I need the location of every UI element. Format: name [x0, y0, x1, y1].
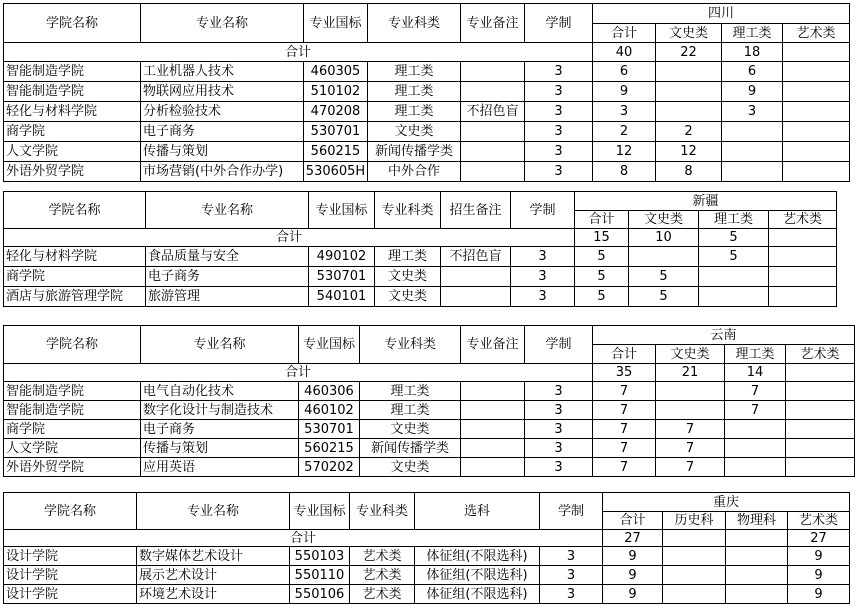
table-cell [783, 122, 850, 142]
table-cell: 7 [593, 458, 656, 477]
region-header: 重庆 [603, 493, 850, 512]
table-cell [722, 162, 783, 182]
table-cell: 3 [525, 122, 593, 142]
table-cell [786, 458, 855, 477]
table-cell: 酒店与旅游管理学院 [4, 287, 146, 307]
chongqing-enrollment-table [3, 492, 850, 604]
column-header: 招生备注 [441, 192, 511, 229]
table-cell: 12 [656, 142, 722, 162]
total-cell [769, 229, 837, 247]
table-cell: 510102 [304, 82, 368, 102]
table-row [4, 287, 837, 307]
total-label: 合计 [4, 43, 593, 62]
table-cell: 轻化与材料学院 [4, 247, 146, 267]
table-cell [725, 439, 786, 458]
table-cell [769, 267, 837, 287]
table-cell: 7 [656, 439, 725, 458]
table-cell: 商学院 [4, 420, 141, 439]
table-cell [783, 62, 850, 82]
table-cell [769, 247, 837, 267]
table-cell: 智能制造学院 [4, 82, 141, 102]
table-cell: 体征组(不限选科) [415, 585, 540, 604]
total-cell: 22 [656, 43, 722, 62]
table-cell: 轻化与材料学院 [4, 102, 141, 122]
table-cell: 人文学院 [4, 439, 141, 458]
table-cell [783, 82, 850, 102]
table-cell: 2 [656, 122, 722, 142]
table-row [4, 267, 837, 287]
table-cell: 12 [593, 142, 656, 162]
subcolumn-header: 理工类 [722, 24, 783, 43]
column-header: 学院名称 [4, 493, 137, 530]
table-cell: 不招色盲 [461, 102, 525, 122]
table-cell: 3 [525, 162, 593, 182]
sichuan-enrollment-table [3, 3, 850, 182]
table-cell [441, 267, 511, 287]
table-cell [783, 102, 850, 122]
table-cell: 7 [593, 401, 656, 420]
table-cell: 分析检验技术 [141, 102, 304, 122]
table-cell: 文史类 [368, 122, 461, 142]
total-row [4, 43, 850, 62]
table-cell: 9 [788, 547, 850, 566]
table-cell: 6 [722, 62, 783, 82]
table-cell: 9 [788, 585, 850, 604]
table-cell: 5 [699, 247, 769, 267]
xinjiang-enrollment-table [3, 191, 837, 307]
table-cell: 9 [788, 566, 850, 585]
table-cell: 460305 [304, 62, 368, 82]
table-cell [656, 102, 722, 122]
table-cell [461, 82, 525, 102]
table-cell: 530701 [304, 122, 368, 142]
column-header: 专业国标 [309, 192, 375, 229]
table-cell: 2 [593, 122, 656, 142]
table-cell: 数字媒体艺术设计 [137, 547, 290, 566]
table-cell: 3 [511, 267, 575, 287]
table-cell: 9 [593, 82, 656, 102]
header-row [4, 4, 850, 24]
table-cell [656, 401, 725, 420]
table-cell: 470208 [304, 102, 368, 122]
table-cell [461, 162, 525, 182]
total-row [4, 530, 850, 547]
table-cell: 电气自动化技术 [141, 382, 299, 401]
table-cell: 3 [525, 62, 593, 82]
table-cell: 560215 [299, 439, 360, 458]
table-row [4, 585, 850, 604]
table-cell: 7 [593, 439, 656, 458]
table-cell: 460102 [299, 401, 360, 420]
table-cell: 应用英语 [141, 458, 299, 477]
table-cell: 体征组(不限选科) [415, 566, 540, 585]
table-cell: 7 [656, 420, 725, 439]
table-cell: 传播与策划 [141, 439, 299, 458]
table-cell [461, 401, 525, 420]
table-cell: 文史类 [375, 287, 441, 307]
table-cell: 设计学院 [4, 585, 137, 604]
table-cell [629, 247, 699, 267]
table-cell: 9 [603, 547, 663, 566]
table-cell: 新闻传播学类 [360, 439, 461, 458]
table-cell [461, 458, 525, 477]
table-cell: 理工类 [368, 82, 461, 102]
column-header: 专业名称 [146, 192, 309, 229]
table-cell [725, 458, 786, 477]
table-cell: 外语外贸学院 [4, 162, 141, 182]
total-row [4, 364, 855, 382]
enrollment-table [3, 325, 855, 477]
table-cell [461, 122, 525, 142]
table-cell: 9 [603, 566, 663, 585]
table-cell: 3 [525, 382, 593, 401]
table-cell: 3 [593, 102, 656, 122]
table-cell: 3 [525, 102, 593, 122]
region-header: 云南 [593, 326, 855, 345]
table-cell [786, 420, 855, 439]
table-cell [699, 267, 769, 287]
table-cell: 3 [540, 566, 603, 585]
subcolumn-header: 理工类 [699, 211, 769, 229]
enrollment-table [3, 492, 850, 604]
table-cell [722, 142, 783, 162]
table-cell: 5 [575, 247, 629, 267]
table-cell: 不招色盲 [441, 247, 511, 267]
column-header: 专业科类 [350, 493, 415, 530]
table-row [4, 82, 850, 102]
table-row [4, 401, 855, 420]
total-label: 合计 [4, 530, 603, 547]
table-cell: 550106 [290, 585, 350, 604]
column-header: 专业科类 [375, 192, 441, 229]
table-cell: 设计学院 [4, 566, 137, 585]
total-label: 合计 [4, 229, 575, 247]
table-cell: 艺术类 [350, 585, 415, 604]
table-cell [461, 439, 525, 458]
table-cell: 560215 [304, 142, 368, 162]
table-row [4, 420, 855, 439]
total-cell [663, 530, 726, 547]
table-cell: 7 [593, 382, 656, 401]
table-cell: 3 [525, 458, 593, 477]
total-cell [783, 43, 850, 62]
table-cell: 文史类 [360, 458, 461, 477]
total-cell: 21 [656, 364, 725, 382]
total-cell [726, 530, 788, 547]
table-cell: 3 [511, 287, 575, 307]
table-cell [461, 142, 525, 162]
yunnan-enrollment-table [3, 325, 855, 477]
table-cell: 中外合作 [368, 162, 461, 182]
table-cell: 3 [540, 547, 603, 566]
table-cell [663, 547, 726, 566]
table-cell: 5 [629, 267, 699, 287]
subcolumn-header: 合计 [593, 345, 656, 364]
table-cell: 新闻传播学类 [368, 142, 461, 162]
column-header: 学院名称 [4, 326, 141, 364]
table-cell [783, 162, 850, 182]
enrollment-table [3, 3, 850, 182]
subcolumn-header: 文史类 [656, 345, 725, 364]
table-cell: 设计学院 [4, 547, 137, 566]
table-cell: 智能制造学院 [4, 382, 141, 401]
total-cell: 10 [629, 229, 699, 247]
table-cell: 传播与策划 [141, 142, 304, 162]
table-cell [656, 82, 722, 102]
total-cell: 27 [788, 530, 850, 547]
column-header: 专业国标 [304, 4, 368, 43]
table-cell: 460306 [299, 382, 360, 401]
column-header: 专业名称 [141, 4, 304, 43]
enrollment-table [3, 191, 837, 307]
column-header: 专业国标 [290, 493, 350, 530]
table-row [4, 162, 850, 182]
table-cell: 570202 [299, 458, 360, 477]
table-cell [663, 585, 726, 604]
subcolumn-header: 艺术类 [769, 211, 837, 229]
table-cell: 理工类 [368, 62, 461, 82]
region-header: 新疆 [575, 192, 837, 211]
total-row [4, 229, 837, 247]
subcolumn-header: 理工类 [725, 345, 786, 364]
table-cell [656, 62, 722, 82]
subcolumn-header: 物理科 [726, 512, 788, 530]
table-cell [725, 420, 786, 439]
table-cell: 工业机器人技术 [141, 62, 304, 82]
table-row [4, 102, 850, 122]
table-row [4, 547, 850, 566]
table-cell: 数字化设计与制造技术 [141, 401, 299, 420]
total-cell: 14 [725, 364, 786, 382]
table-cell: 540101 [309, 287, 375, 307]
table-cell: 7 [725, 401, 786, 420]
table-cell: 物联网应用技术 [141, 82, 304, 102]
table-cell [461, 420, 525, 439]
column-header: 专业科类 [368, 4, 461, 43]
header-row [4, 326, 855, 345]
total-cell: 40 [593, 43, 656, 62]
table-cell [461, 62, 525, 82]
table-row [4, 122, 850, 142]
table-cell: 3 [525, 439, 593, 458]
table-row [4, 566, 850, 585]
table-cell: 文史类 [360, 420, 461, 439]
header-row [4, 192, 837, 211]
table-cell [769, 287, 837, 307]
column-header: 专业国标 [299, 326, 360, 364]
table-row [4, 62, 850, 82]
subcolumn-header: 艺术类 [783, 24, 850, 43]
table-row [4, 458, 855, 477]
table-cell: 5 [575, 287, 629, 307]
column-header: 选科 [415, 493, 540, 530]
table-cell [783, 142, 850, 162]
table-cell: 市场营销(中外合作办学) [141, 162, 304, 182]
subcolumn-header: 合计 [575, 211, 629, 229]
subcolumn-header: 文史类 [656, 24, 722, 43]
column-header: 专业名称 [141, 326, 299, 364]
total-cell: 27 [603, 530, 663, 547]
total-cell: 35 [593, 364, 656, 382]
subcolumn-header: 文史类 [629, 211, 699, 229]
total-label: 合计 [4, 364, 593, 382]
table-cell: 530701 [309, 267, 375, 287]
table-cell: 电子商务 [146, 267, 309, 287]
table-cell: 530605H [304, 162, 368, 182]
subcolumn-header: 艺术类 [786, 345, 855, 364]
header-row [4, 493, 850, 512]
table-cell: 7 [656, 458, 725, 477]
subcolumn-header: 合计 [593, 24, 656, 43]
table-cell: 体征组(不限选科) [415, 547, 540, 566]
table-cell: 电子商务 [141, 122, 304, 142]
column-header: 学制 [525, 4, 593, 43]
table-cell: 5 [629, 287, 699, 307]
table-row [4, 247, 837, 267]
column-header: 学制 [540, 493, 603, 530]
table-cell: 旅游管理 [146, 287, 309, 307]
subcolumn-header: 合计 [603, 512, 663, 530]
region-header: 四川 [593, 4, 850, 24]
table-cell: 文史类 [375, 267, 441, 287]
table-cell: 外语外贸学院 [4, 458, 141, 477]
table-cell [699, 287, 769, 307]
table-cell: 9 [603, 585, 663, 604]
table-cell [786, 401, 855, 420]
table-cell: 550103 [290, 547, 350, 566]
table-cell: 3 [525, 142, 593, 162]
table-cell [441, 287, 511, 307]
table-cell: 环境艺术设计 [137, 585, 290, 604]
table-cell: 3 [525, 82, 593, 102]
column-header: 学院名称 [4, 192, 146, 229]
table-cell [786, 382, 855, 401]
table-cell [461, 382, 525, 401]
table-cell: 展示艺术设计 [137, 566, 290, 585]
table-cell: 艺术类 [350, 547, 415, 566]
table-cell: 商学院 [4, 122, 141, 142]
table-cell [663, 566, 726, 585]
table-row [4, 382, 855, 401]
column-header: 学院名称 [4, 4, 141, 43]
table-cell: 电子商务 [141, 420, 299, 439]
table-cell: 3 [540, 585, 603, 604]
column-header: 专业科类 [360, 326, 461, 364]
column-header: 专业备注 [461, 326, 525, 364]
table-row [4, 439, 855, 458]
total-cell [786, 364, 855, 382]
table-cell [726, 585, 788, 604]
table-cell: 530701 [299, 420, 360, 439]
subcolumn-header: 艺术类 [788, 512, 850, 530]
table-cell: 理工类 [375, 247, 441, 267]
column-header: 学制 [511, 192, 575, 229]
table-cell: 3 [722, 102, 783, 122]
subcolumn-header: 历史科 [663, 512, 726, 530]
total-cell: 18 [722, 43, 783, 62]
table-cell: 食品质量与安全 [146, 247, 309, 267]
table-cell: 人文学院 [4, 142, 141, 162]
table-cell: 艺术类 [350, 566, 415, 585]
table-cell: 3 [511, 247, 575, 267]
table-cell: 7 [593, 420, 656, 439]
table-cell: 8 [656, 162, 722, 182]
total-cell: 5 [699, 229, 769, 247]
table-cell: 6 [593, 62, 656, 82]
table-cell: 9 [722, 82, 783, 102]
table-cell: 理工类 [360, 401, 461, 420]
total-cell: 15 [575, 229, 629, 247]
table-cell: 550110 [290, 566, 350, 585]
table-cell [722, 122, 783, 142]
table-cell [656, 382, 725, 401]
table-cell [726, 547, 788, 566]
table-cell: 商学院 [4, 267, 146, 287]
table-cell: 智能制造学院 [4, 401, 141, 420]
table-cell: 理工类 [368, 102, 461, 122]
column-header: 专业名称 [137, 493, 290, 530]
table-cell: 5 [575, 267, 629, 287]
table-cell: 8 [593, 162, 656, 182]
table-cell: 3 [525, 401, 593, 420]
table-cell: 490102 [309, 247, 375, 267]
table-cell: 3 [525, 420, 593, 439]
table-row [4, 142, 850, 162]
column-header: 学制 [525, 326, 593, 364]
table-cell [786, 439, 855, 458]
table-cell [726, 566, 788, 585]
table-cell: 智能制造学院 [4, 62, 141, 82]
table-cell: 理工类 [360, 382, 461, 401]
column-header: 专业备注 [461, 4, 525, 43]
table-cell: 7 [725, 382, 786, 401]
